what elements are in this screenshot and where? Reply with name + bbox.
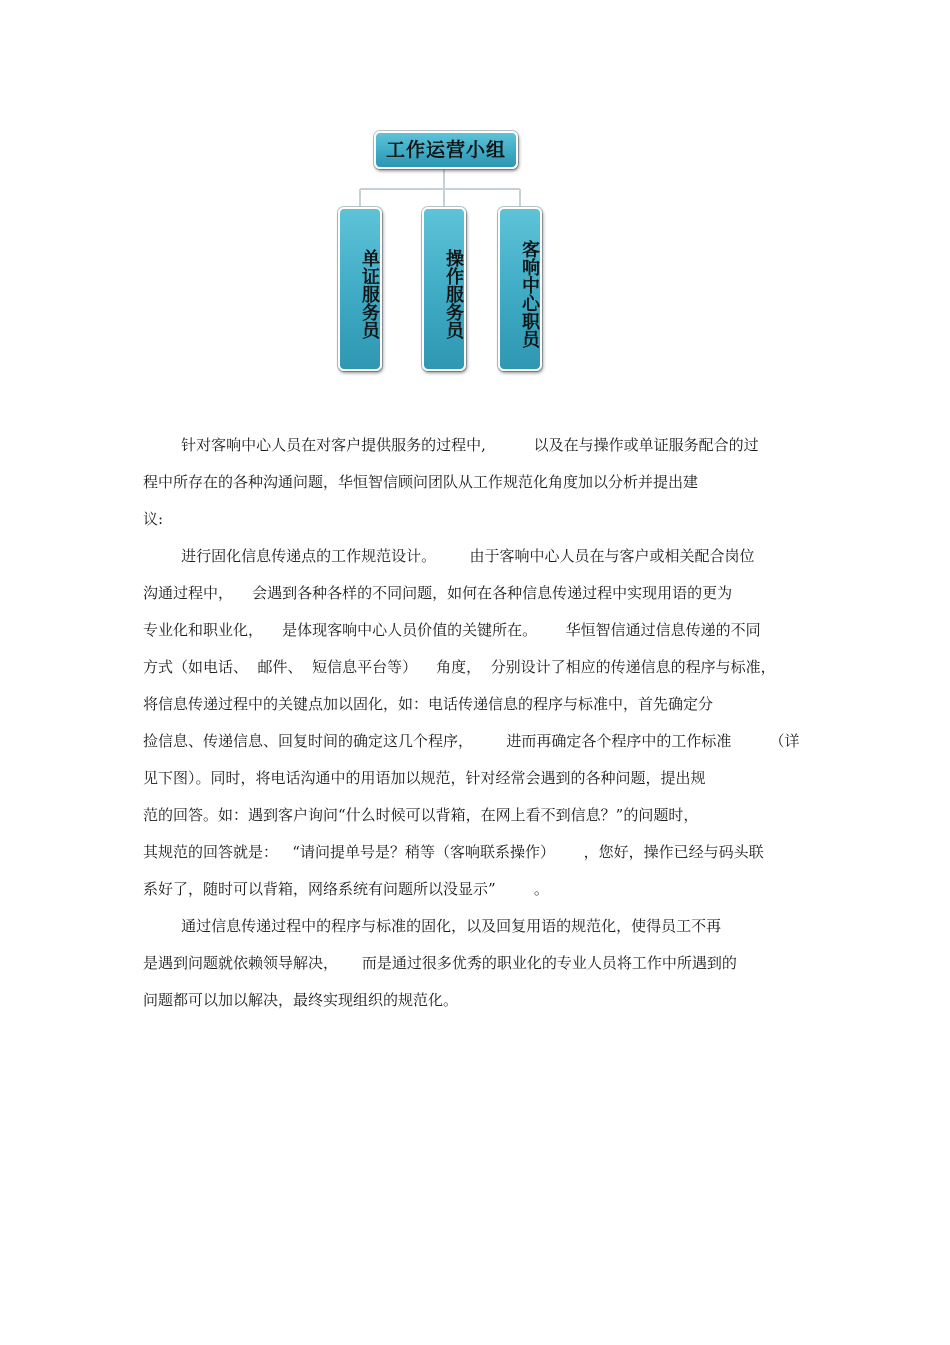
text-line: 方式（如电话、 邮件、 短信息平台等） 角度， 分别设计了相应的传递信息的程序与标准， <box>143 658 776 676</box>
org-node-work-operations-group: 工作运营小组 <box>374 131 518 169</box>
text-line: 专业化和职业化， 是体现客响中心人员价值的关键所在。 华恒智信通过信息传递的不同 <box>143 621 761 639</box>
text-line: 进行固化信息传递点的工作规范设计。 由于客响中心人员在与客户或相关配合岗位 <box>143 547 755 565</box>
text-line: 程中所存在的各种沟通问题，华恒智信顾问团队从工作规范化角度加以分析并提出建 <box>143 473 699 491</box>
text-line: 范的回答。如：遇到客户询问“什么时候可以背箱，在网上看不到信息？”的问题时， <box>143 806 699 824</box>
org-node-customer-response-center-staff: 客响中心职员 <box>498 207 542 371</box>
org-node-operation-service-staff: 操作服务员 <box>422 207 466 371</box>
org-chart <box>330 125 560 385</box>
text-line: 是遇到问题就依赖领导解决， 而是通过很多优秀的职业化的专业人员将工作中所遇到的 <box>143 954 737 972</box>
text-line: 沟通过程中， 会遇到各种各样的不同问题，如何在各种信息传递过程中实现用语的更为 <box>143 584 733 602</box>
text-line: 其规范的回答就是： “请问提单号是？稍等（客响联系操作） ，您好，操作已经与码头联 <box>143 843 764 861</box>
org-node-document-service-staff: 单证服务员 <box>338 207 382 371</box>
text-line: 将信息传递过程中的关键点加以固化，如：电话传递信息的程序与标准中，首先确定分 <box>143 695 714 713</box>
text-line: 系好了，随时可以背箱，网络系统有问题所以没显示” 。 <box>143 880 549 898</box>
text-line: 议: <box>143 510 164 528</box>
text-line: 针对客响中心人员在对客户提供服务的过程中, 以及在与操作或单证服务配合的过 <box>143 436 759 454</box>
text-line: 问题都可以加以解决，最终实现组织的规范化。 <box>143 991 459 1009</box>
text-line: 通过信息传递过程中的程序与标准的固化，以及回复用语的规范化，使得员工不再 <box>143 917 722 935</box>
text-line: 捡信息、传递信息、回复时间的确定这几个程序， 进而再确定各个程序中的工作标准 （详 <box>143 732 800 750</box>
text-line: 见下图）。同时，将电话沟通中的用语加以规范，针对经常会遇到的各种问题，提出规 <box>143 769 706 787</box>
body-text <box>143 430 808 1022</box>
